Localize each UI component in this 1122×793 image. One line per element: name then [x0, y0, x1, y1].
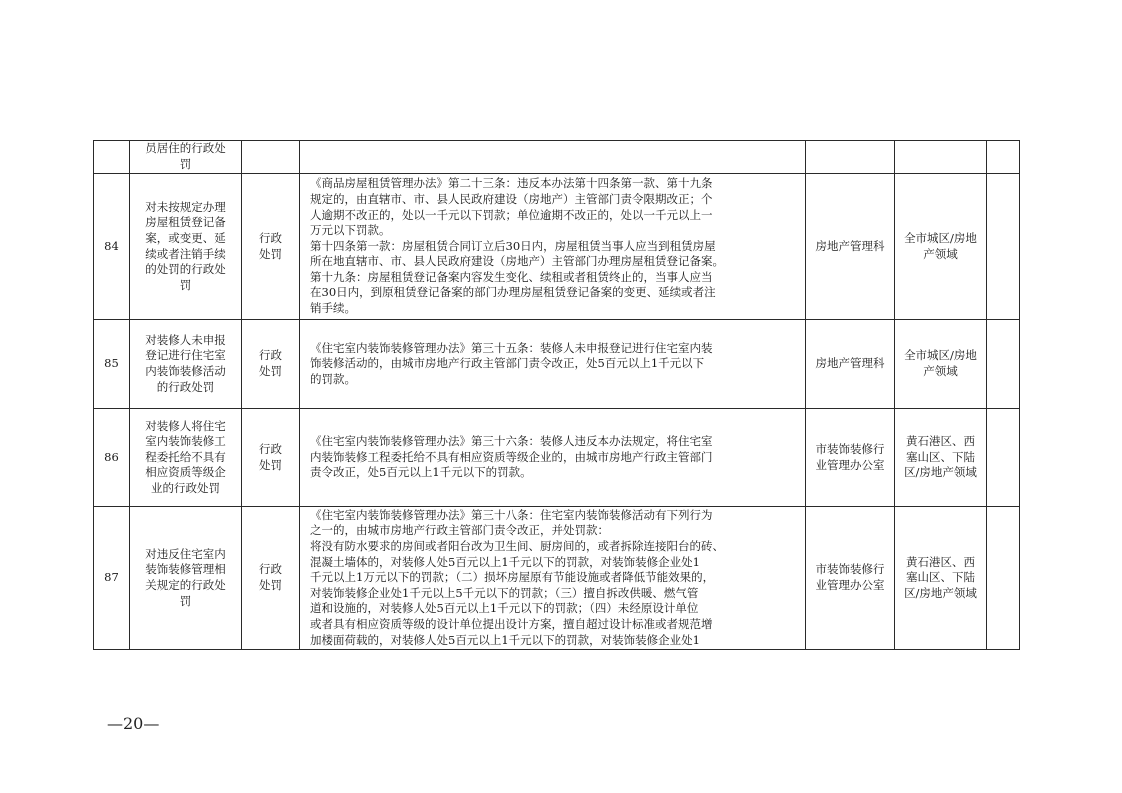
- legal-basis: [300, 320, 806, 409]
- item-name: 对未按规定办理房屋租赁登记备案，或变更、延续或者注销手续的处罚的行政处罚: [130, 174, 242, 320]
- basis-line: 《住宅室内装饰装修管理办法》第三十八条：住宅室内装饰装修活动有下列行为: [310, 507, 713, 522]
- row-number: 87: [94, 507, 130, 650]
- basis-line: 对装饰装修企业处1千元以上5千元以下的罚款；（三）擅自拆改供暖、燃气管: [310, 585, 699, 600]
- row-number: 86: [94, 409, 130, 507]
- basis-line: 所在地直辖市、市、县人民政府建设（房地产）主管部门办理房屋租赁登记备案。: [310, 254, 724, 269]
- basis-line: 万元以下罚款。: [310, 223, 391, 238]
- item-name: 对装修人将住宅室内装饰装修工程委托给不具有相应资质等级企业的行政处罚: [130, 409, 242, 507]
- row-number: 85: [94, 320, 130, 409]
- remarks-cell: [987, 409, 1020, 507]
- basis-line: 《住宅室内装饰装修管理办法》第三十六条：装修人违反本办法规定，将住宅室: [310, 434, 713, 449]
- legal-basis: [300, 409, 806, 507]
- item-category: [242, 141, 300, 174]
- item-name: 对装修人未申报登记进行住宅室内装饰装修活动的行政处罚: [130, 320, 242, 409]
- responsible-department: [806, 141, 895, 174]
- legal-basis: [300, 507, 806, 650]
- basis-line: 道和设施的，对装修人处5百元以上1千元以下的罚款；（四）未经原设计单位: [310, 601, 699, 616]
- legal-basis: [300, 141, 806, 174]
- basis-line: 的罚款。: [310, 371, 356, 386]
- penalty-table: [93, 140, 1020, 650]
- jurisdiction-area: 黄石港区、西塞山区、下陆区/房地产领域: [895, 507, 987, 650]
- jurisdiction-area: 全市城区/房地产领域: [895, 174, 987, 320]
- basis-line: 人逾期不改正的，处以一千元以下罚款；单位逾期不改正的，处以一千元以上一: [310, 207, 713, 222]
- row-number: [94, 141, 130, 174]
- table-row: [94, 507, 1020, 650]
- remarks-cell: [987, 507, 1020, 650]
- basis-line: 饰装修活动的，由城市房地产行政主管部门责令改正，处5百元以上1千元以下: [310, 356, 705, 371]
- table-row: [94, 174, 1020, 320]
- responsible-department: 房地产管理科: [806, 320, 895, 409]
- item-category: 行政处罚: [242, 507, 300, 650]
- basis-line: 加楼面荷载的，对装修人处5百元以上1千元以下的罚款，对装饰装修企业处1: [310, 632, 700, 647]
- table-row: [94, 141, 1020, 174]
- basis-line: 责令改正，处5百元以上1千元以下的罚款。: [310, 465, 532, 480]
- basis-line: 《商品房屋租赁管理办法》第二十三条：违反本办法第十四条第一款、第十九条: [310, 176, 713, 191]
- legal-basis: [300, 174, 806, 320]
- row-number: 84: [94, 174, 130, 320]
- basis-line: 或者具有相应资质等级的设计单位提出设计方案，擅自超过设计标准或者规范增: [310, 616, 713, 631]
- basis-line: 混凝土墙体的，对装修人处5百元以上1千元以下的罚款，对装饰装修企业处1: [310, 554, 700, 569]
- remarks-cell: [987, 320, 1020, 409]
- responsible-department: 市装饰装修行业管理办公室: [806, 507, 895, 650]
- basis-line: 《住宅室内装饰装修管理办法》第三十五条：装修人未申报登记进行住宅室内装: [310, 340, 713, 355]
- basis-line: 之一的，由城市房地产行政主管部门责令改正，并处罚款：: [310, 523, 609, 538]
- responsible-department: 房地产管理科: [806, 174, 895, 320]
- item-name: 员居住的行政处罚: [130, 141, 242, 174]
- basis-line: 销手续。: [310, 301, 356, 316]
- basis-line: 将没有防水要求的房间或者阳台改为卫生间、厨房间的，或者拆除连接阳台的砖、: [310, 539, 724, 554]
- basis-line: 规定的，由直辖市、市、县人民政府建设（房地产）主管部门责令限期改正；个: [310, 191, 713, 206]
- item-category: 行政处罚: [242, 320, 300, 409]
- page-number: —20—: [107, 714, 160, 733]
- item-name: 对违反住宅室内装饰装修管理相关规定的行政处罚: [130, 507, 242, 650]
- basis-line: 内装饰装修工程委托给不具有相应资质等级企业的，由城市房地产行政主管部门: [310, 449, 713, 464]
- basis-line: 在30日内，到原租赁登记备案的部门办理房屋租赁登记备案的变更、延续或者注: [310, 285, 716, 300]
- responsible-department: 市装饰装修行业管理办公室: [806, 409, 895, 507]
- basis-line: 第十九条：房屋租赁登记备案内容发生变化、续租或者租赁终止的，当事人应当: [310, 269, 713, 284]
- basis-line: 第十四条第一款：房屋租赁合同订立后30日内，房屋租赁当事人应当到租赁房屋: [310, 238, 716, 253]
- item-category: 行政处罚: [242, 409, 300, 507]
- table-row: [94, 409, 1020, 507]
- remarks-cell: [987, 141, 1020, 174]
- item-category: 行政处罚: [242, 174, 300, 320]
- basis-line: 千元以上1万元以下的罚款；（二）损坏房屋原有节能设施或者降低节能效果的，: [310, 570, 715, 585]
- remarks-cell: [987, 174, 1020, 320]
- jurisdiction-area: 黄石港区、西塞山区、下陆区/房地产领域: [895, 409, 987, 507]
- table-row: [94, 320, 1020, 409]
- jurisdiction-area: 全市城区/房地产领域: [895, 320, 987, 409]
- jurisdiction-area: [895, 141, 987, 174]
